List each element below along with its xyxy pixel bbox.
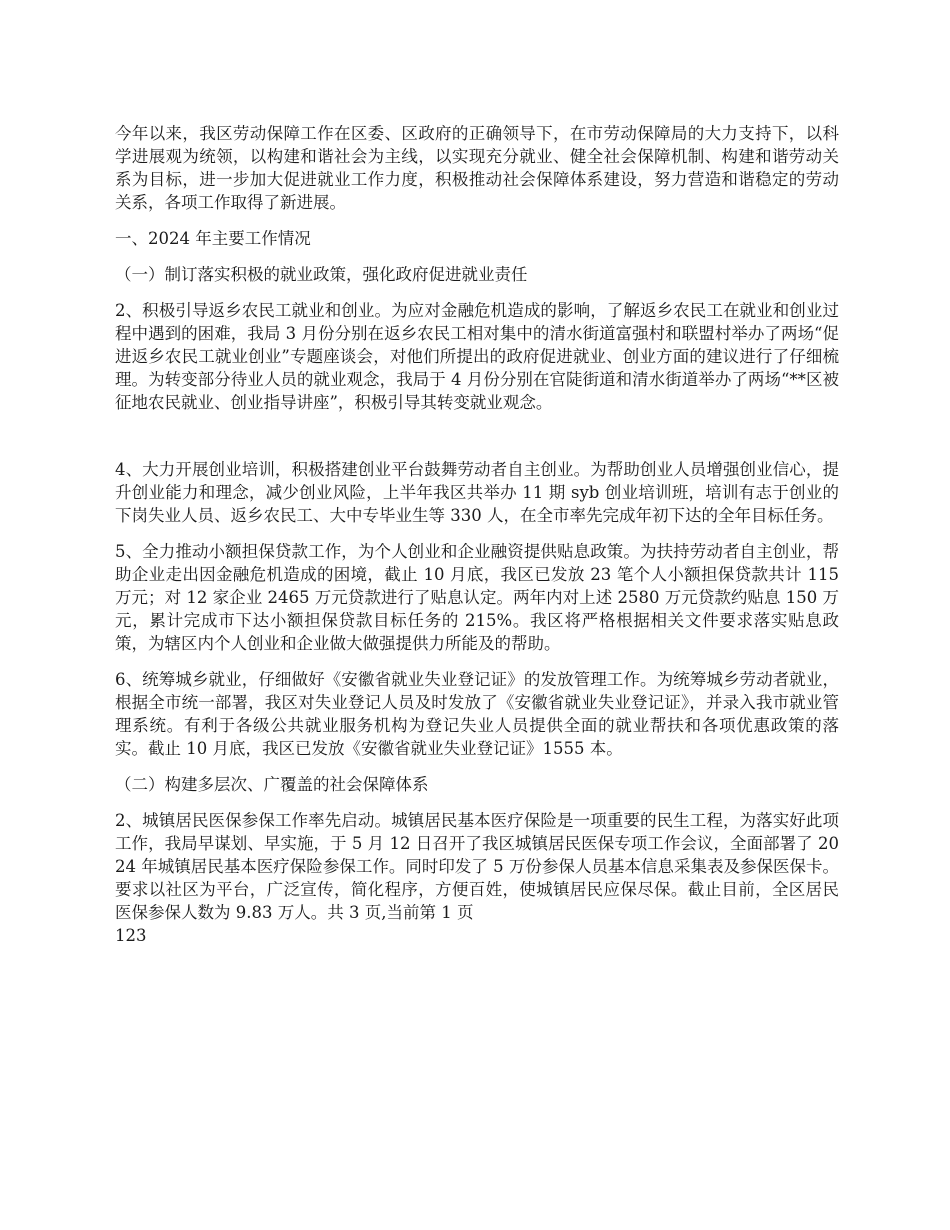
section-heading: 一、2024 年主要工作情况 [115,229,311,248]
blank-gap [115,427,839,458]
intro-paragraph: 今年以来，我区劳动保障工作在区委、区政府的正确领导下，在市劳动保障局的大力支持下，以科学进展观为统领，以构建和谐社会为主线，以实现充分就业、健全社会保障机制、构建和谐劳动关系为目标，进一步加大促进就业工作力度，积极推动社会保障体系建设，努力营造和谐稳定的劳动关系，各项工作取得了新进展。 [115,124,839,212]
paragraph-item-4: 4、大力开展创业培训，积极搭建创业平台鼓舞劳动者自主创业。为帮助创业人员增强创业信心，提升创业能力和理念，减少创业风险，上半年我区共举办 11 期 syb 创业培训班，培训有志于创业的下岗失业人员、返乡农民工、大中专毕业生等 330 人，在全市率先完成年初下达的全年目标任务。 [115,460,839,525]
subsection-heading: （一）制订落实积极的就业政策，强化政府促进就业责任 [115,265,528,284]
paragraph-item-2: 2、积极引导返乡农民工就业和创业。为应对金融危机造成的影响，了解返乡农民工在就业和创业过程中遇到的困难，我局 3 月份分别在返乡农民工相对集中的清水街道富强村和联盟村举办了两场“促进返乡农民工就业创业”专题座谈会，对他们所提出的政府促进就业、创业方面的建议进行了仔细梳理。为转变部分待业人员的就业观念，我局于 4 月份分别在官陡街道和清水街道举办了两场“**区被征地农民就业、创业指导讲座”，积极引导其转变就业观念。 [115,301,839,412]
paragraph-item-5: 5、全力推动小额担保贷款工作，为个人创业和企业融资提供贴息政策。为扶持劳动者自主创业，帮助企业走出因金融危机造成的困境，截止 10 月底，我区已发放 23 笔个人小额担保贷款共计 115 万元；对 12 家企业 2465 万元贷款进行了贴息认定。两年内对上述 2580 万元贷款约贴息 150 万元，累计完成市下达小额担保贷款目标任务的 215%。我区将严格根据相关文件要求落实贴息政策，为辖区内个人创业和企业做大做强提供力所能及的帮助。 [115,542,839,653]
paragraph-item-6: 6、统筹城乡就业，仔细做好《安徽省就业失业登记证》的发放管理工作。为统筹城乡劳动者就业，根据全市统一部署，我区对失业登记人员及时发放了《安徽省就业失业登记证》，并录入我市就业管理系统。有利于各级公共就业服务机构为登记失业人员提供全面的就业帮扶和各项优惠政策的落实。截止 10 月底，我区已发放《安徽省就业失业登记证》1555 本。 [115,670,839,758]
page-number-links[interactable]: 123 [115,926,147,945]
paragraph-item-2b: 2、城镇居民医保参保工作率先启动。城镇居民基本医疗保险是一项重要的民生工程，为落实好此项工作，我局早谋划、早实施，于 5 月 12 日召开了我区城镇居民医保专项工作会议，全面部署了 2024 年城镇居民基本医疗保险参保工作。同时印发了 5 万份参保人员基本信息采集表及参保医保卡。要求以社区为平台，广泛宣传，简化程序，方便百姓，使城镇居民应保尽保。截止目前，全区居民医保参保人数为 9.83 万人。共 3 页,当前第 1 页 [115,811,839,922]
document-body [115,122,839,947]
subsection-heading-2: （二）构建多层次、广覆盖的社会保障体系 [115,775,429,794]
